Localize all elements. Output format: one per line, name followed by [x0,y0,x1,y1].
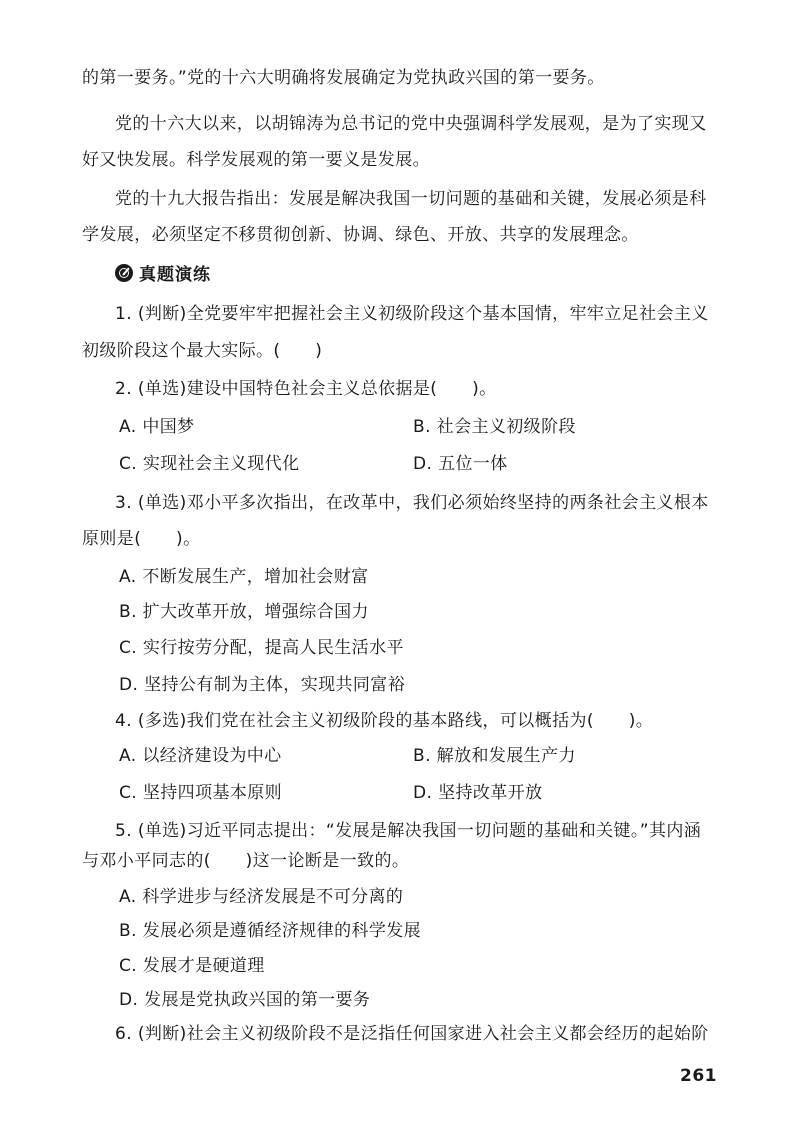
question-6-line-1: 6. (判断)社会主义初级阶段不是泛指任何国家进入社会主义都会经历的起始阶 [115,1024,709,1044]
question-2-option-c: C. 实现社会主义现代化 [119,454,300,474]
question-4-option-d: D. 坚持改革开放 [413,783,543,803]
question-5-option-b: B. 发展必须是遵循经济规律的科学发展 [119,921,422,941]
question-3-option-b: B. 扩大改革开放，增强综合国力 [119,602,369,622]
question-4-option-a: A. 以经济建设为中心 [119,746,282,766]
question-4-option-c: C. 坚持四项基本原则 [119,783,283,803]
section-title: 真题演练 [139,265,211,285]
intro-line-1: 的第一要务。”党的十六大明确将发展确定为党执政兴国的第一要务。 [82,68,605,88]
question-5-option-d: D. 发展是党执政兴国的第一要务 [119,990,371,1010]
question-4-option-b: B. 解放和发展生产力 [413,746,576,766]
intro-paragraph-2-line-2: 好又快发展。科学发展观的第一要义是发展。 [82,150,430,170]
question-5-line-1: 5. (单选)习近平同志提出：“发展是解决我国一切问题的基础和关键。”其内涵 [115,821,702,841]
question-5-option-c: C. 发展才是硬道理 [119,956,265,976]
question-4-stem: 4. (多选)我们党在社会主义初级阶段的基本路线，可以概括为( )。 [115,711,654,731]
question-2-option-b: B. 社会主义初级阶段 [413,417,576,437]
question-3-line-2: 原则是( )。 [82,529,201,549]
question-3-option-a: A. 不断发展生产，增加社会财富 [119,567,369,587]
target-icon [115,264,133,282]
question-2-option-a: A. 中国梦 [119,417,195,437]
question-3-option-d: D. 坚持公有制为主体，实现共同富裕 [119,675,406,695]
question-3-line-1: 3. (单选)邓小平多次指出，在改革中，我们必须始终坚持的两条社会主义根本 [115,493,709,513]
question-3-option-c: C. 实行按劳分配，提高人民生活水平 [119,638,404,658]
intro-paragraph-2-line-1: 党的十六大以来，以胡锦涛为总书记的党中央强调科学发展观，是为了实现又 [115,114,707,134]
question-1-line-1: 1. (判断)全党要牢牢把握社会主义初级阶段这个基本国情，牢牢立足社会主义 [115,304,709,324]
question-5-option-a: A. 科学进步与经济发展是不可分离的 [119,887,404,907]
page-number: 261 [680,1066,717,1086]
question-2-option-d: D. 五位一体 [413,454,508,474]
intro-paragraph-3-line-1: 党的十九大报告指出：发展是解决我国一切问题的基础和关键，发展必须是科 [115,189,707,209]
intro-paragraph-3-line-2: 学发展，必须坚定不移贯彻创新、协调、绿色、开放、共享的发展理念。 [82,225,639,245]
question-5-line-2: 与邓小平同志的( )这一论断是一致的。 [82,851,410,871]
section-heading [115,260,211,285]
question-1-line-2: 初级阶段这个最大实际。( ) [82,341,323,361]
question-2-stem: 2. (单选)建设中国特色社会主义总依据是( )。 [115,379,497,399]
